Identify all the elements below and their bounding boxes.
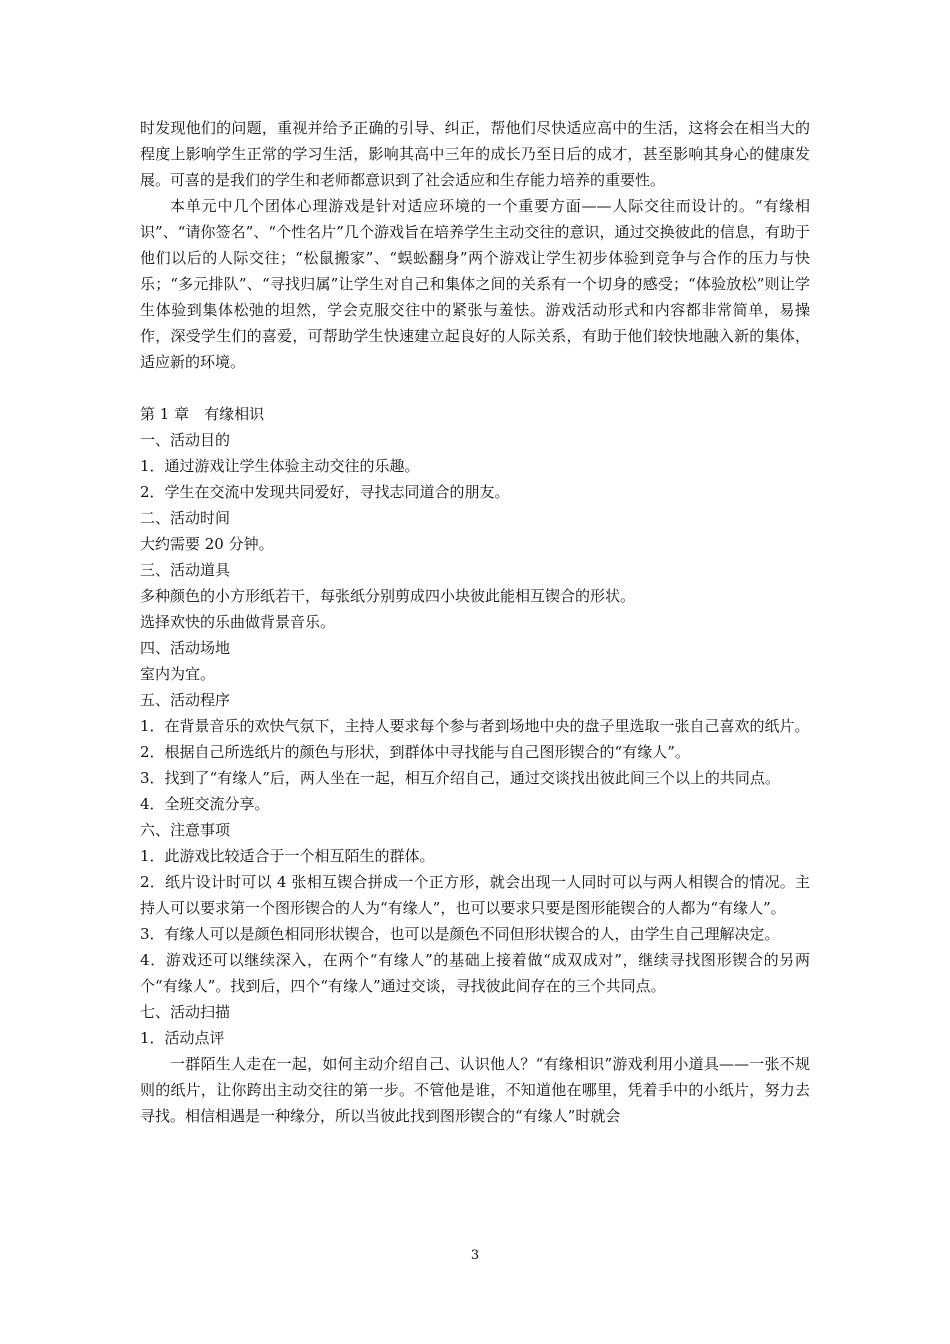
intro-paragraph-1: 时发现他们的问题，重视并给予正确的引导、纠正，帮他们尽快适应高中的生活，这将会在相当大的程度上影响学生正常的学习生活，影响其高中三年的成长乃至日后的成才，甚至影响其身心的健康发展。可喜的是我们的学生和老师都意识到了社会适应和生存能力培养的重要性。	[140, 119, 810, 189]
procedure-item-4: 4．全班交流分享。	[140, 795, 270, 813]
procedure-item-3: 3．找到了“有缘人”后，两人坐在一起，相互介绍自己，通过交谈找出彼此间三个以上的共同点。	[140, 769, 780, 787]
section-heading-scan: 七、活动扫描	[140, 1003, 231, 1021]
procedure-item-1: 1．在背景音乐的欢快气氛下，主持人要求每个参与者到场地中央的盘子里选取一张自己喜欢的纸片。	[140, 717, 810, 735]
section-heading-notes: 六、注意事项	[140, 821, 231, 839]
purpose-item-2: 2．学生在交流中发现共同爱好，寻找志同道合的朋友。	[140, 483, 510, 501]
venue-item-1: 室内为宜。	[140, 665, 216, 683]
page-body	[140, 115, 810, 1129]
procedure-item-2: 2．根据自己所选纸片的颜色与形状，到群体中寻找能与自己图形锲合的“有缘人”。	[140, 743, 690, 761]
review-paragraph: 一群陌生人走在一起，如何主动介绍自己、认识他人？“有缘相识”游戏利用小道具——一张不规则的纸片，让你跨出主动交往的第一步。不管他是谁，不知道他在哪里，凭着手中的小纸片，努力去寻找。相信相遇是一种缘分，所以当彼此找到图形锲合的“有缘人”时就会	[140, 1055, 810, 1125]
page-number: 3	[470, 1248, 480, 1263]
notes-item-3: 3．有缘人可以是颜色相同形状锲合，也可以是颜色不同但形状锲合的人，由学生自己理解决定。	[140, 925, 780, 943]
paragraph-spacer	[140, 375, 810, 401]
section-heading-purpose: 一、活动目的	[140, 431, 231, 449]
notes-item-2: 2．纸片设计时可以 4 张相互锲合拼成一个正方形，就会出现一人同时可以与两人相锲合的情况。主持人可以要求第一个图形锲合的人为“有缘人”，也可以要求只要是图形能锲合的人都为“有缘人”。	[140, 873, 810, 917]
section-heading-props: 三、活动道具	[140, 561, 231, 579]
notes-item-1: 1．此游戏比较适合于一个相互陌生的群体。	[140, 847, 435, 865]
time-item-1: 大约需要 20 分钟。	[140, 535, 274, 553]
section-heading-procedure: 五、活动程序	[140, 691, 231, 709]
notes-item-4: 4．游戏还可以继续深入，在两个“有缘人”的基础上接着做“成双成对”，继续寻找图形锲合的另两个“有缘人”。找到后，四个“有缘人”通过交谈，寻找彼此间存在的三个共同点。	[140, 951, 810, 995]
section-heading-venue: 四、活动场地	[140, 639, 231, 657]
props-item-2: 选择欢快的乐曲做背景音乐。	[140, 613, 336, 631]
review-heading: 1．活动点评	[140, 1029, 225, 1047]
purpose-item-1: 1．通过游戏让学生体验主动交往的乐趣。	[140, 457, 420, 475]
props-item-1: 多种颜色的小方形纸若干，每张纸分别剪成四小块彼此能相互锲合的形状。	[140, 587, 636, 605]
intro-paragraph-2: 本单元中几个团体心理游戏是针对适应环境的一个重要方面——人际交往而设计的。“有缘相识”、“请你签名”、“个性名片”几个游戏旨在培养学生主动交往的意识，通过交换彼此的信息，有助于他们以后的人际交往；“松鼠搬家”、“蜈蚣翻身”两个游戏让学生初步体验到竞争与合作的压力与快乐；“多元排队”、“寻找归属”让学生对自己和集体之间的关系有一个切身的感受；“体验放松”则让学生体验到集体松弛的坦然，学会克服交往中的紧张与羞怯。游戏活动形式和内容都非常简单，易操作，深受学生们的喜爱，可帮助学生快速建立起良好的人际关系，有助于他们较快地融入新的集体，适应新的环境。	[140, 197, 810, 371]
chapter-title: 第 1 章 有缘相识	[140, 405, 265, 423]
section-heading-time: 二、活动时间	[140, 509, 231, 527]
